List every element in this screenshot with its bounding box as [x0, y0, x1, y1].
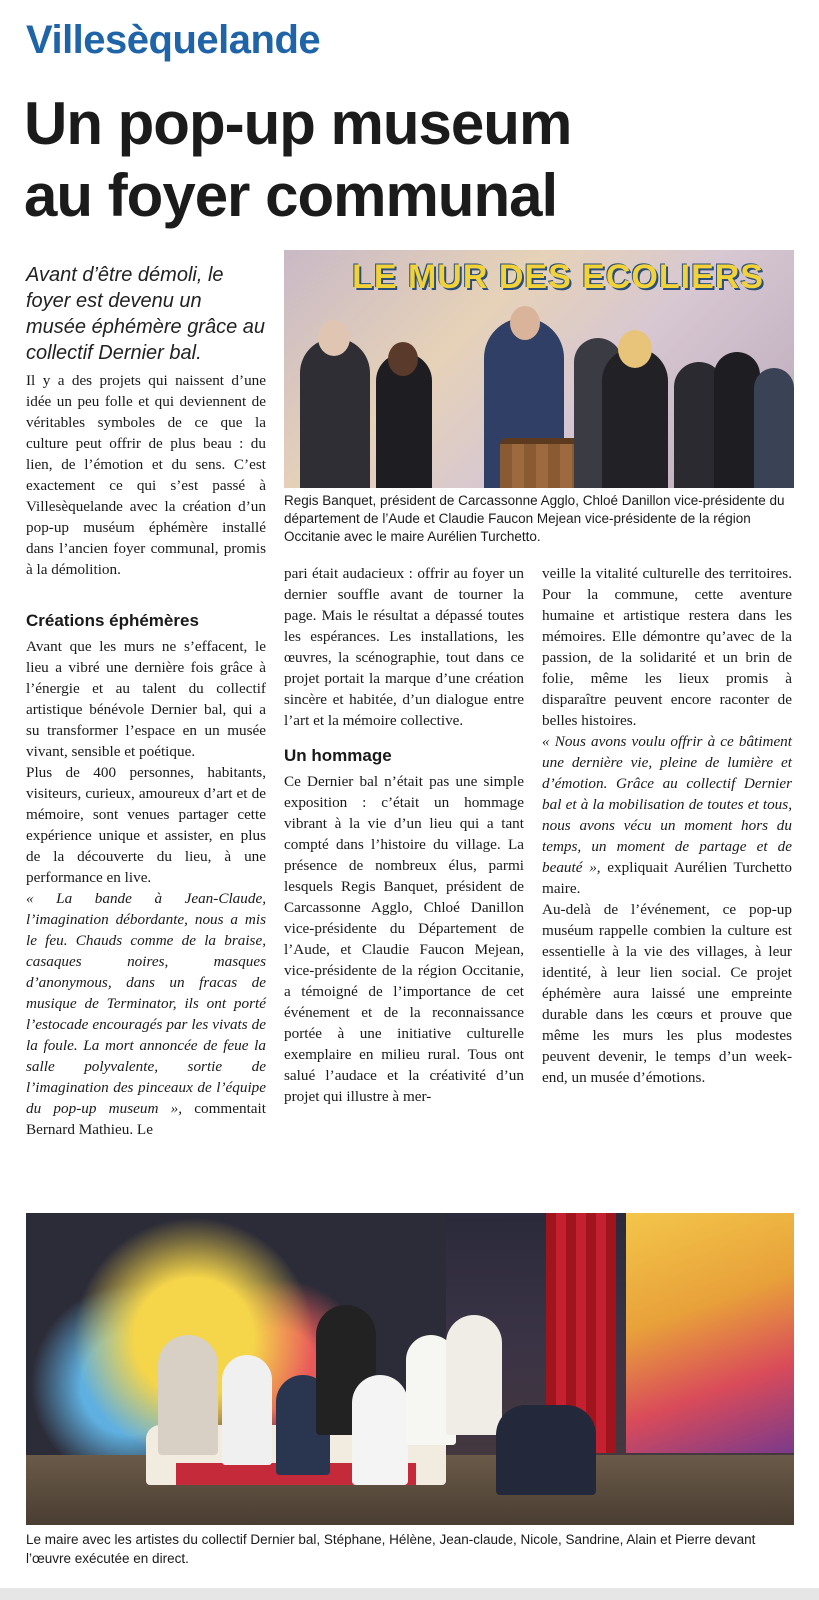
paragraph: pari était audacieux : offrir au foyer un dernier souffle avant de tourner la page. Mais le résultat a dépassé toutes les espérances. Les installations, les œuvres, la scénographie, tout dans ce projet portait la marque d’une création sincère et habitée, d’un dialogue entre l’art et la mémoire collective.: [284, 565, 524, 729]
article-headline: [24, 88, 784, 232]
bottom-photo-caption: Le maire avec les artistes du collectif Dernier bal, Stéphane, Hélène, Jean-claude, Nicole, Sandrine, Alain et Pierre devant l’œuvre exécutée en direct.: [26, 1532, 756, 1566]
artist-figure: [496, 1405, 596, 1495]
paragraph: veille la vitalité culturelle des territoires. Pour la commune, cette aventure humaine et artistique restera dans les mémoires. Elle démontre qu’avec de la passion, de la solidarité et un brin de folie, même les lieux promis à disparaître peuvent encore raconter de belles histoires.: [542, 565, 792, 729]
photo-person-head: [510, 306, 540, 340]
photo-person-head: [618, 330, 652, 368]
top-photo-caption: Regis Banquet, président de Carcassonne Agglo, Chloé Danillon vice-présidente du département de l’Aude et Claudie Faucon Mejean vice-présidente de la région Occitanie avec le maire Aurélien Turchetto.: [284, 493, 785, 544]
photo-person-head: [388, 342, 418, 376]
dancer-painting: [626, 1213, 794, 1453]
article-column-3: [542, 563, 792, 1088]
quote-attribution: commentait Bernard Mathieu. Le: [26, 1100, 266, 1138]
paragraph: Plus de 400 personnes, habitants, visiteurs, curieux, amoureux d’art et de mémoire, sont venues partager cette expérience unique et assister, en plus de la découverte du lieu, à une performance en live.: [26, 764, 266, 886]
artist-figure: [352, 1375, 408, 1485]
artist-figure: [158, 1335, 218, 1455]
quote-paragraph: [542, 731, 792, 899]
mural-text: LE MUR DES ECOLIERS: [352, 258, 764, 296]
page-bottom-edge: [0, 1588, 819, 1600]
photo-person-head: [318, 320, 350, 356]
quote-attribution: expliquait Aurélien Turchetto maire.: [542, 859, 792, 897]
artist-figure: [446, 1315, 502, 1435]
photo-person: [602, 348, 668, 488]
top-photo: [284, 250, 794, 488]
article-column-1-intro: [26, 370, 266, 580]
paragraph: Au-delà de l’événement, ce pop-up muséum rappelle combien la culture est essentielle à la vie des villages, à leur identité, à leur lien social. Ce projet éphémère aura laissé une empreinte durable dans les cœurs et prouve que même les murs les plus modestes peuvent devenir, le temps d’un week-end, un musée d’émotions.: [542, 901, 792, 1086]
article-lead: Avant d’être démoli, le foyer est devenu un musée éphémère grâce au collectif Dernier bal.: [26, 264, 266, 364]
photo-person: [754, 368, 794, 488]
bottom-photo: [26, 1213, 794, 1525]
headline-line-2: au foyer communal: [24, 162, 558, 229]
quote-text: « La bande à Jean-Claude, l’imagination débordante, nous a mis le feu. Chauds comme de la braise, casaques noires, masques d’anonymous, dans un fracas de musique de Terminator, ils ont porté l’estocade encouragés par les vivats de la foule. La mort annoncée de feue la salle polyvalente, sortie de l’imagination des pinceaux de l’équipe du pop-up museum »,: [26, 890, 266, 1117]
article-column-1: [26, 604, 266, 1140]
subheading-creations: Créations éphémères: [26, 611, 199, 630]
paragraph: Ce Dernier bal n’était pas une simple exposition : c’était un hommage vibrant à la vie d’un lieu qui a tant compté dans l’histoire du village. La présence de nombreux élus, parmi lesquels Regis Banquet, président de Carcassonne Agglo, Chloé Danillon vice-présidente du Département de l’Aude, et Claudie Faucon Mejean, vice-présidente de la région Occitanie, a témoigné de l’importance de cet événement et de la reconnaissance portée à une initiative culturelle exemplaire en milieu rural. Tous ont salué l’audace et la créativité d’un projet qui illustre à mer-: [284, 773, 524, 1105]
photo-person: [300, 338, 370, 488]
section-kicker: Villesèquelande: [26, 18, 321, 62]
paragraph: Il y a des projets qui naissent d’une idée un peu folle et qui deviennent de véritables symboles de ce que la culture peut offrir de plus beau : du lien, de l’émotion et du sens. C’est exactement ce qui s’est passé à Villesèquelande avec la création d’un pop-up muséum éphémère installé dans l’ancien foyer communal, promis à la démolition.: [26, 372, 266, 578]
article-column-2: [284, 563, 524, 1107]
headline-line-1: Un pop-up museum: [24, 90, 572, 157]
quote-text: « Nous avons voulu offrir à ce bâtiment une dernière vie, pleine de lumière et d’émotion. Grâce au collectif Dernier bal et à la mobilisation de toutes et tous, nous avons vécu un moment hors du temps, un moment de partage et de beauté »,: [542, 733, 792, 876]
quote-paragraph: [26, 888, 266, 1140]
subheading-hommage: Un hommage: [284, 746, 392, 765]
artist-figure: [222, 1355, 272, 1465]
paragraph: Avant que les murs ne s’effacent, le lieu a vibré une dernière fois grâce à l’énergie et au talent du collectif artistique bénévole Dernier bal, qui a su transformer l’espace en un musée vivant, sensible et poétique.: [26, 638, 266, 760]
